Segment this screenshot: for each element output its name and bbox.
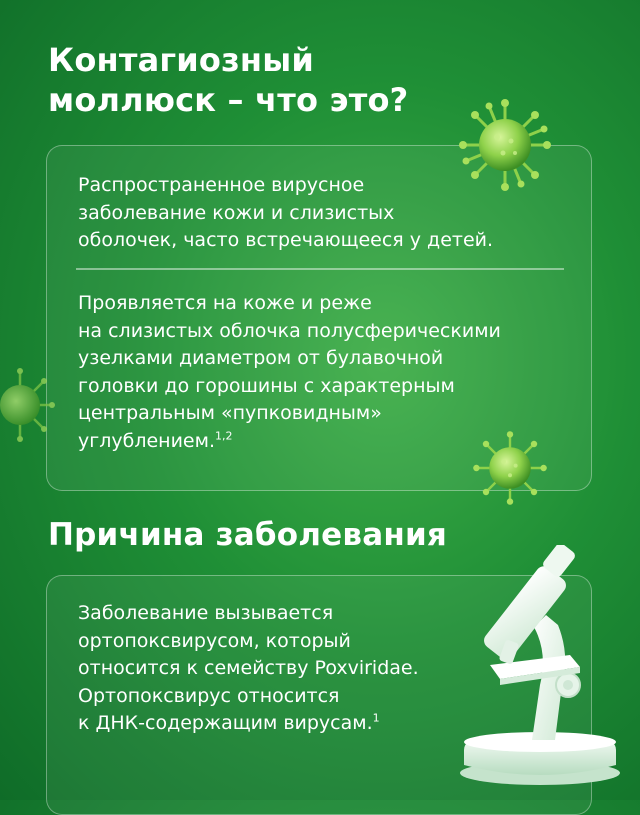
- cause-line: относится к семейству Poxviridae.: [78, 657, 419, 679]
- title-line-2: моллюск – что это?: [48, 81, 409, 119]
- cause-paragraph: [78, 600, 498, 738]
- manifestation-line: головки до горошины с характерным: [78, 374, 455, 397]
- cause-line: к ДНК-содержащим вирусам.: [78, 712, 373, 734]
- microscope-icon: [450, 545, 620, 785]
- definition-line: Распространенное вирусное: [78, 174, 365, 196]
- card-divider: [76, 268, 564, 270]
- manifestation-line: узелками диаметром от булавочной: [78, 347, 444, 369]
- manifestation-line: центральным «пупковидным»: [78, 402, 382, 424]
- cause-line: Ортопоксвирус относится: [78, 684, 340, 707]
- footnote-ref: 1,2: [215, 429, 233, 443]
- virus-icon: [455, 95, 555, 195]
- definition-line: оболочек, часто встречающееся у детей.: [78, 229, 494, 251]
- manifestation-line: углублением.: [78, 429, 215, 452]
- manifestation-line: Проявляется на коже и реже: [78, 292, 372, 314]
- cause-line: ортопоксвирусом, который: [78, 629, 351, 652]
- definition-line: заболевание кожи и слизистых: [78, 201, 395, 224]
- section-title-cause: Причина заболевания: [48, 517, 447, 553]
- manifestation-line: на слизистых облочка полусферическими: [78, 319, 501, 342]
- footnote-ref: 1: [372, 711, 380, 725]
- virus-icon: [470, 428, 550, 508]
- cause-line: Заболевание вызывается: [78, 602, 334, 624]
- virus-icon: [0, 365, 60, 445]
- title-line-1: Контагиозный: [48, 41, 314, 79]
- section-title-what-is: [48, 40, 468, 120]
